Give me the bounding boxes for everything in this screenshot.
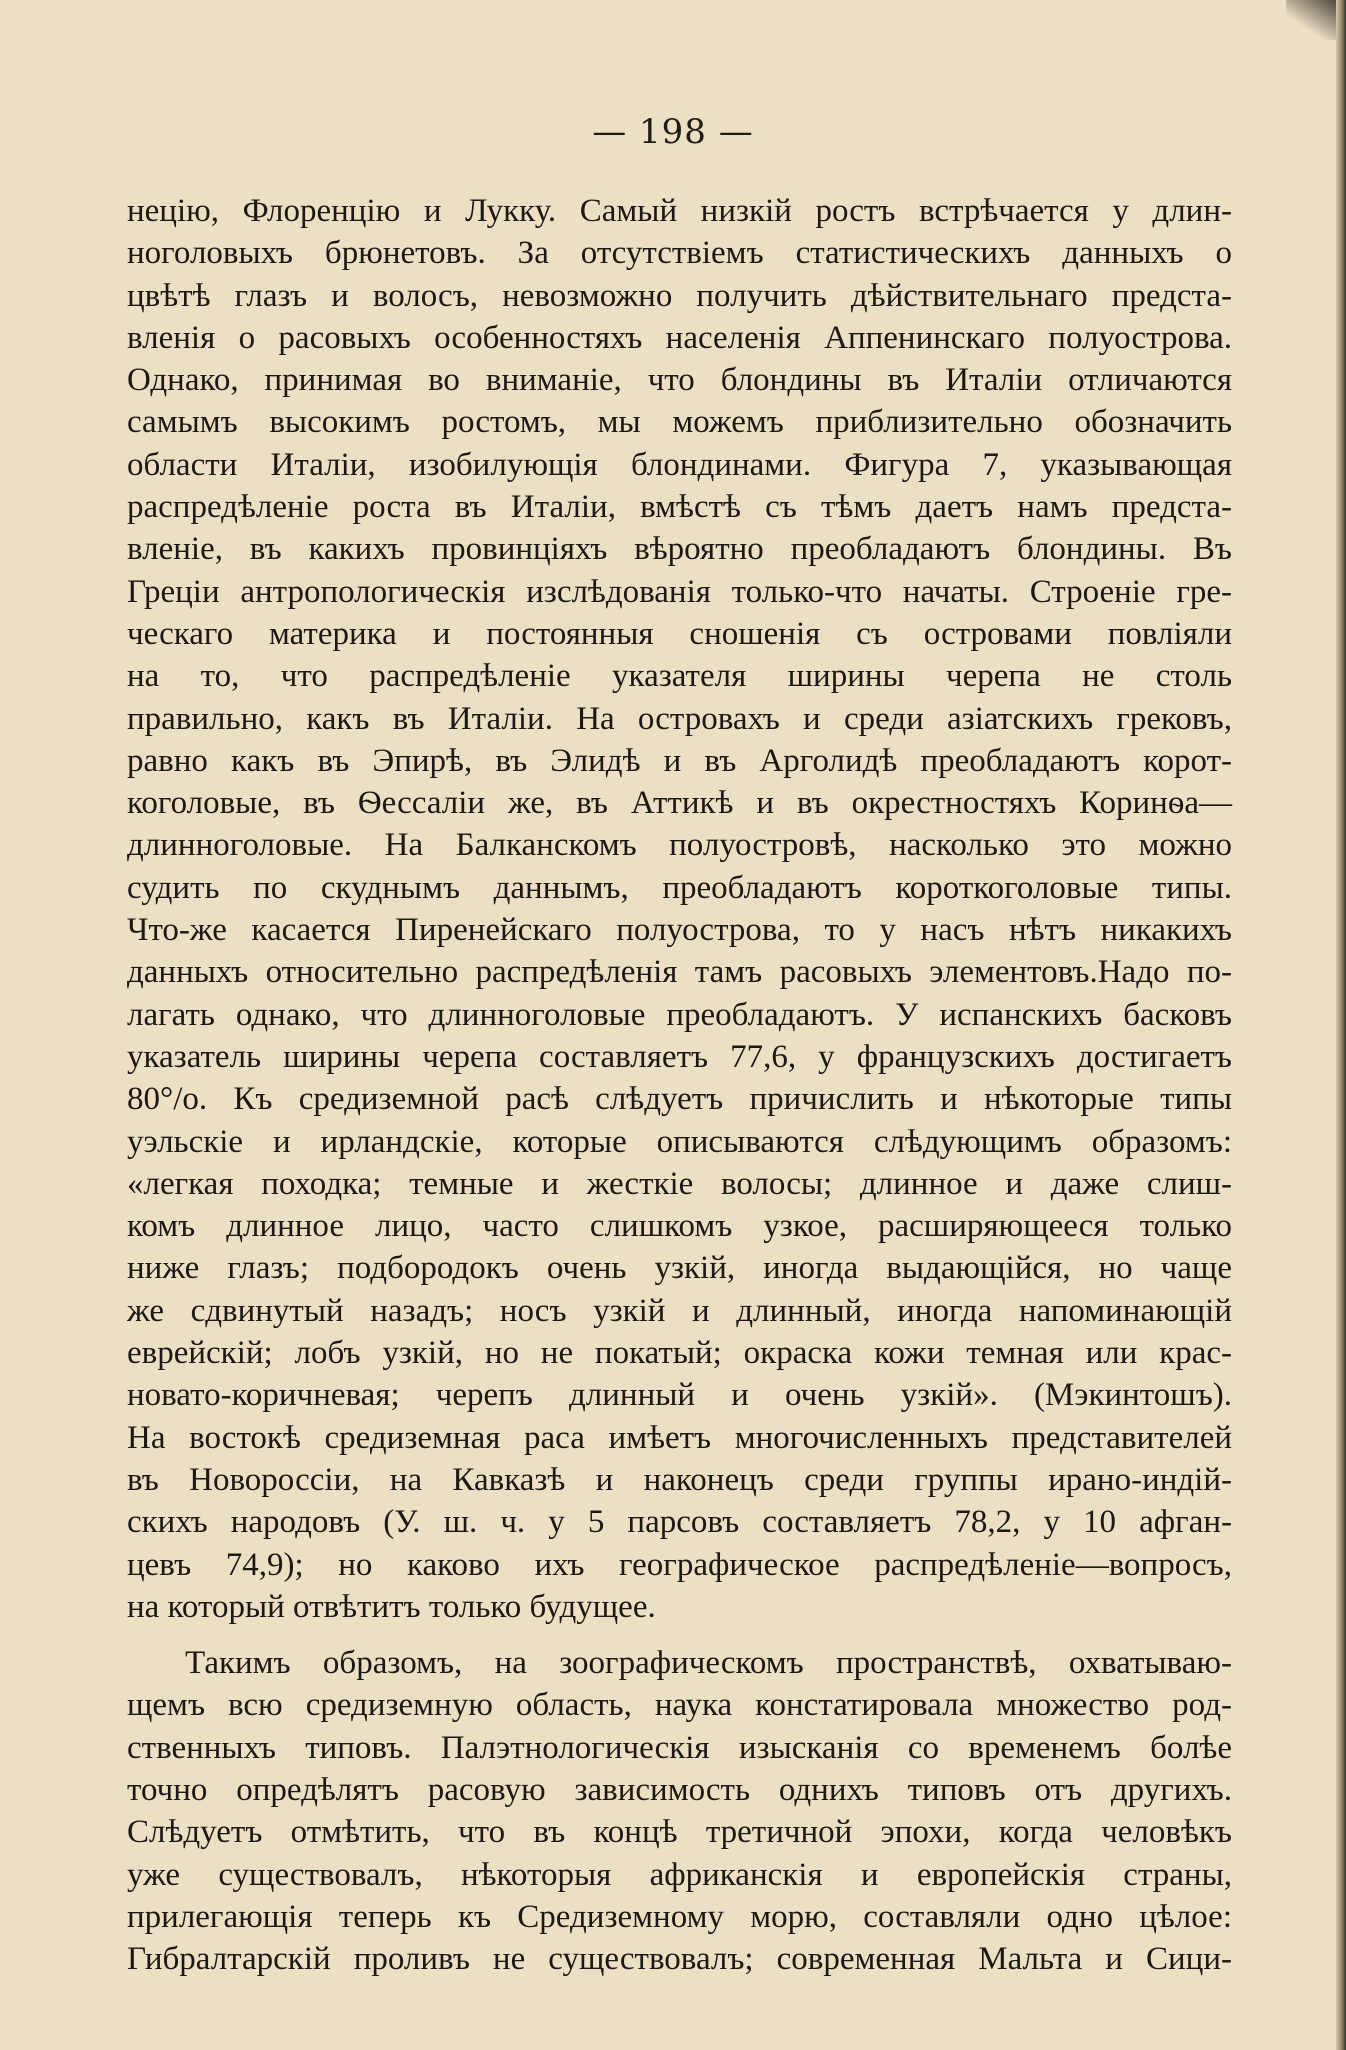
text-line: длинноголовые. На Балканскомъ полуостровѣ, насколько это можно	[127, 827, 1232, 864]
text-line: области Италіи, изобилующія блондинами. Фигура 7, указывающая	[127, 446, 1232, 483]
text-line: Гибралтарскій проливъ не существовалъ; современная Мальта и Сици-	[127, 1941, 1232, 1978]
text-line: 80°/о. Къ средиземной расѣ слѣдуетъ причислить и нѣкоторые типы	[127, 1081, 1232, 1118]
text-line: въ Новороссіи, на Кавказѣ и наконецъ среди группы ирано-индій-	[127, 1461, 1232, 1498]
text-line: ноголовыхъ брюнетовъ. За отсутствіемъ статистическихъ данныхъ о	[127, 235, 1232, 272]
text-line: правильно, какъ въ Италіи. На островахъ и среди азіатскихъ грековъ,	[127, 700, 1232, 737]
text-line: вленія о расовыхъ особенностяхъ населенія Аппенинскаго полуострова.	[127, 319, 1232, 356]
text-line: на то, что распредѣленіе указателя ширины черепа не столь	[127, 658, 1232, 695]
text-line: судить по скуднымъ даннымъ, преобладаютъ короткоголовые типы.	[127, 869, 1232, 906]
text-line: уэльскіе и ирландскіе, которые описываются слѣдующимъ образомъ:	[127, 1123, 1232, 1160]
text-line: распредѣленіе роста въ Италіи, вмѣстѣ съ тѣмъ даетъ намъ предста-	[127, 489, 1232, 526]
text-line: цвѣтѣ глазъ и волосъ, невозможно получить дѣйствительнаго предста-	[127, 277, 1232, 314]
text-line: еврейскій; лобъ узкій, но не покатый; окраска кожи темная или крас-	[127, 1335, 1232, 1372]
text-line: цевъ 74,9); но каково ихъ географическое распредѣленіе—вопросъ,	[127, 1546, 1232, 1583]
text-line: прилегающія теперь къ Средиземному морю, составляли одно цѣлое:	[127, 1898, 1232, 1935]
text-line: скихъ народовъ (У. ш. ч. у 5 парсовъ составляетъ 78,2, у 10 афган-	[127, 1504, 1232, 1541]
paragraph-2	[127, 1642, 1232, 1980]
text-line: указатель ширины черепа составляетъ 77,6, у французскихъ достигаетъ	[127, 1038, 1232, 1075]
text-line: комъ длинное лицо, часто слишкомъ узкое, расширяющееся только	[127, 1208, 1232, 1245]
page-number: — 198 —	[592, 112, 754, 152]
text-line: данныхъ относительно распредѣленія тамъ расовыхъ элементовъ.Надо по-	[127, 954, 1232, 991]
text-line: самымъ высокимъ ростомъ, мы можемъ приблизительно обозначить	[127, 404, 1232, 441]
text-line: Однако, принимая во вниманіе, что блондины въ Италіи отличаются	[127, 362, 1232, 399]
text-line: лагать однако, что длинноголовые преобладаютъ. У испанскихъ басковъ	[127, 996, 1232, 1033]
text-line: «легкая походка; темные и жесткіе волосы; длинное и даже слиш-	[127, 1165, 1232, 1202]
text-line: Что-же касается Пиренейскаго полуострова, то у насъ нѣтъ никакихъ	[127, 912, 1232, 949]
text-line: новато-коричневая; черепъ длинный и очень узкій». (Мэкинтошъ).	[127, 1377, 1232, 1414]
text-line: на который отвѣтитъ только будущее.	[127, 1588, 656, 1625]
text-line: точно опредѣлятъ расовую зависимость однихъ типовъ отъ другихъ.	[127, 1771, 1232, 1808]
text-line: ческаго материка и постоянныя сношенія съ островами повліяли	[127, 615, 1232, 652]
text-line: нецію, Флоренцію и Лукку. Самый низкій ростъ встрѣчается у длин-	[127, 193, 1232, 229]
text-line: равно какъ въ Эпирѣ, въ Элидѣ и въ Арголидѣ преобладаютъ корот-	[127, 742, 1232, 779]
text-line: ниже глазъ; подбородокъ очень узкій, иногда выдающійся, но чаще	[127, 1250, 1232, 1287]
text-line: Такимъ образомъ, на зоографическомъ пространствѣ, охватываю-	[185, 1645, 1232, 1682]
text-line: щемъ всю средиземную область, наука констатировала множество род-	[127, 1687, 1232, 1724]
text-line: Греціи антропологическія изслѣдованія только-что начаты. Строеніе гре-	[127, 573, 1232, 610]
text-line: На востокѣ средиземная раса имѣетъ многочисленныхъ представителей	[127, 1419, 1232, 1456]
body-text	[127, 190, 1232, 1980]
paragraph-gap	[127, 1628, 1232, 1642]
text-line: вленіе, въ какихъ провинціяхъ вѣроятно преобладаютъ блондины. Въ	[127, 531, 1232, 568]
text-line: коголовые, въ Ѳессаліи же, въ Аттикѣ и въ окрестностяхъ Коринѳа—	[127, 785, 1232, 822]
paragraph-1	[127, 190, 1232, 1628]
page-edge	[1336, 0, 1346, 2050]
text-line: уже существовалъ, нѣкоторыя африканскія и европейскія страны,	[127, 1856, 1232, 1893]
text-line: Слѣдуетъ отмѣтить, что въ концѣ третичной эпохи, когда человѣкъ	[127, 1814, 1232, 1851]
text-line: ственныхъ типовъ. Палэтнологическія изысканія со временемъ болѣе	[127, 1729, 1232, 1766]
text-line: же сдвинутый назадъ; носъ узкій и длинный, иногда напоминающій	[127, 1292, 1232, 1329]
